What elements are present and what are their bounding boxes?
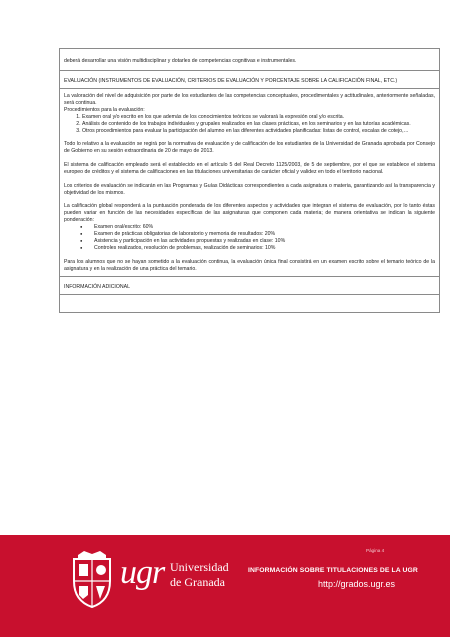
footer-banner	[0, 535, 450, 637]
ugr-logo: ugr	[120, 554, 165, 591]
evaluation-body	[60, 89, 440, 277]
guide-table	[59, 48, 440, 313]
evaluation-intro: La valoración del nivel de adquisición por parte de los estudiantes de las competencias conceptuales, procedimentales y actitudinales, anteriormente señaladas, será continua.	[64, 93, 435, 106]
final-paragraph: Para los alumnos que no se hayan sometido a la evaluación continua, la evaluación única final consistirá en un examen escrito sobre el temario teórico de la asignatura y en la realización de una práctica del temario.	[64, 258, 435, 272]
additional-header-row	[60, 277, 440, 295]
procedure-item: 2. Análisis de contenido de los trabajos individuales y grupales realizados en las clases prácticas, en los seminarios y en las tutorías académicas.	[82, 121, 435, 128]
additional-body-row	[60, 295, 440, 313]
evaluation-header: EVALUACIÓN (INSTRUMENTOS DE EVALUACIÓN, CRITERIOS DE EVALUACIÓN Y PORCENTAJE SOBRE LA CALIFICACIÓN FINAL, ETC.)	[64, 78, 398, 85]
weight-item: ● Examen oral/escrito: 60%	[94, 224, 435, 231]
weight-item: ● Asistencia y participación en las actividades propuestas y realizadas en clase: 10%	[94, 238, 435, 245]
intro-row	[60, 49, 440, 71]
info-title: INFORMACIÓN SOBRE TITULACIONES DE LA UGR	[248, 567, 418, 574]
weight-item: ● Examen de prácticas obligatorias de laboratorio y memoria de resultados: 20%	[94, 231, 435, 238]
info-url-link[interactable]: http://grados.ugr.es	[318, 579, 396, 589]
university-crest-icon	[70, 551, 114, 609]
criterios-paragraph: Los criterios de evaluación se indicarán en las Programas y Guías Didácticas correspondientes a cada asignatura o materia, garantizando así la transparencia y objetividad de los mismos.	[64, 182, 435, 196]
university-name	[170, 560, 229, 590]
university-name-line: de Granada	[170, 575, 225, 589]
procedure-item: 1. Examen oral y/o escrito en los que además de los conocimientos teóricos se valorará la expresión oral y/o escrita.	[82, 114, 435, 121]
procedure-item: 3. Otros procedimientos para evaluar la participación del alumno en las diferentes actividades planificadas: listas de control, escalas de cotejo,…	[82, 128, 435, 135]
weights-list	[64, 224, 435, 252]
weight-item: ● Controles realizados, resolución de problemas, realización de seminarios: 10%	[94, 245, 435, 252]
sistema-paragraph: El sistema de calificación empleado será el establecido en el artículo 5 del Real Decreto 1125/2003, de 5 de septiembre, por el que se establece el sistema europeo de créditos y el sistema de calificaciones en las titulaciones universitarias de carácter oficial y validez en todo el territorio nacional.	[64, 162, 435, 175]
procedures-list	[64, 114, 435, 135]
university-name-line: Universidad	[170, 560, 229, 574]
normativa-paragraph: Todo lo relativo a la evaluación se regirá por la normativa de evaluación y de calificación de los estudiantes de la Universidad de Granada aprobada por Consejo de Gobierno en su sesión extraordinaria de 20 de mayo de 2013.	[64, 141, 435, 155]
additional-header: INFORMACIÓN ADICIONAL	[64, 284, 131, 291]
global-paragraph: La calificación global responderá a la puntuación ponderada de los diferentes aspectos y actividades que integran el sistema de evaluación, por lo tanto éstas pueden variar en función de las necesidades específicas de las asignaturas que componen cada materia; de manera orientativa se indican la siguiente ponderación:	[64, 203, 435, 224]
page-number: Página 4	[366, 548, 385, 553]
intro-text: deberá desarrollar una visión multidisciplinar y dotarles de competencias cognitivas e instrumentales.	[64, 58, 297, 65]
procedures-title: Procedimientos para la evaluación:	[64, 106, 145, 113]
evaluation-header-row	[60, 71, 440, 89]
